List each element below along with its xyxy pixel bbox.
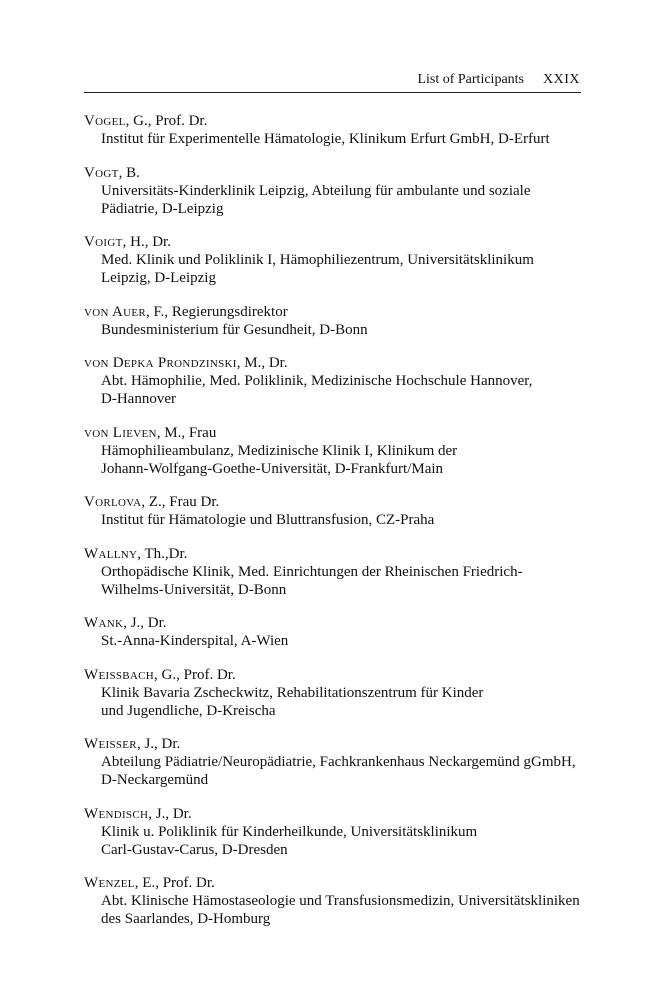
participant-entry xyxy=(84,735,604,789)
participant-surname: Weisser xyxy=(84,736,137,752)
participant-affiliation-line: Abt. Klinische Hämostaseologie und Transfusionsmedizin, Universitätskliniken xyxy=(101,893,580,909)
participant-affiliation-line: Wilhelms-Universität, D-Bonn xyxy=(101,581,287,598)
participant-initials-title: , J., Dr. xyxy=(136,736,181,752)
participant-affiliation-line: Klinik Bavaria Zscheckwitz, Rehabilitationszentrum für Kinder xyxy=(101,684,484,701)
participant-name xyxy=(84,805,604,823)
participant-affiliation-line: Hämophilieambulanz, Medizinische Klinik I, Klinikum der xyxy=(101,442,458,459)
participant-affiliation-line: des Saarlandes, D-Homburg xyxy=(101,911,271,927)
participant-entry xyxy=(84,303,604,339)
page-number: XXIX xyxy=(543,72,580,87)
participant-affiliation-line: Pädiatrie, D-Leipzig xyxy=(101,200,224,217)
participant-name xyxy=(84,303,604,321)
participant-affiliation-line: Institut für Experimentelle Hämatologie, Klinikum Erfurt GmbH, D-Erfurt xyxy=(101,131,550,147)
participant-affiliation-line: Klinik u. Poliklinik für Kinderheilkunde, Universitätsklinikum xyxy=(101,823,478,840)
participant-surname: von Lieven xyxy=(84,424,157,441)
participant-name xyxy=(84,164,604,182)
participant-surname: Vorlova xyxy=(84,494,142,510)
participant-surname: Vogt xyxy=(84,164,119,181)
running-header xyxy=(84,70,581,93)
participant-surname: von Auer xyxy=(84,303,146,320)
participant-name xyxy=(84,354,604,372)
participant-initials-title: , J., Dr. xyxy=(123,615,167,631)
participant-initials-title: , M., Frau xyxy=(156,424,217,441)
participant-affiliation-line: Universitäts-Kinderklinik Leipzig, Abteilung für ambulante und soziale xyxy=(101,182,531,199)
participant-entry xyxy=(84,112,604,148)
participant-surname: Wenzel xyxy=(84,875,135,891)
participant-entry xyxy=(84,493,604,529)
participant-entry xyxy=(84,354,604,408)
participant-name xyxy=(84,545,604,563)
participant-entry xyxy=(84,424,604,478)
participant-entry xyxy=(84,164,604,218)
participant-name xyxy=(84,666,604,684)
participant-list xyxy=(84,112,604,944)
participant-initials-title: , M., Dr. xyxy=(236,355,288,371)
participant-surname: Wallny xyxy=(84,545,138,562)
participant-affiliation-line: Abteilung Pädiatrie/Neuropädiatrie, Fachkrankenhaus Neckargemünd gGmbH, xyxy=(101,754,576,770)
participant-affiliation-line: Abt. Hämophilie, Med. Poliklinik, Medizinische Hochschule Hannover, xyxy=(101,373,533,389)
participant-initials-title: , G., Prof. Dr. xyxy=(154,666,236,683)
participant-name xyxy=(84,874,604,892)
participant-initials-title: , H., Dr. xyxy=(122,234,171,250)
participant-affiliation-line: Johann-Wolfgang-Goethe-Universität, D-Frankfurt/Main xyxy=(101,460,444,477)
participant-initials-title: , Z., Frau Dr. xyxy=(141,494,220,510)
participant-surname: von Depka Prondzinski xyxy=(84,355,237,371)
participant-entry xyxy=(84,545,604,599)
participant-affiliation-line: Carl-Gustav-Carus, D-Dresden xyxy=(101,841,288,858)
participant-entry xyxy=(84,614,604,650)
participant-name xyxy=(84,233,604,251)
participant-surname: Wendisch xyxy=(84,805,149,822)
participant-entry xyxy=(84,805,604,859)
participant-affiliation-line: Institut für Hämatologie und Bluttransfusion, CZ-Praha xyxy=(101,512,435,528)
participant-surname: Vogel xyxy=(84,113,126,129)
participant-initials-title: , Th.,Dr. xyxy=(137,545,188,562)
participant-surname: Wank xyxy=(84,615,124,631)
participant-initials-title: , F., Regierungsdirektor xyxy=(146,303,288,320)
participant-initials-title: , J., Dr. xyxy=(148,805,192,822)
participant-entry xyxy=(84,233,604,287)
participant-name xyxy=(84,614,604,632)
participant-affiliation-line: D-Neckargemünd xyxy=(101,772,209,788)
participant-name xyxy=(84,424,604,442)
participant-entry xyxy=(84,874,604,928)
participant-affiliation-line: Leipzig, D-Leipzig xyxy=(101,270,216,286)
participant-name xyxy=(84,112,604,130)
participant-affiliation-line: und Jugendliche, D-Kreischa xyxy=(101,702,276,719)
participant-affiliation-line: Med. Klinik und Poliklinik I, Hämophiliezentrum, Universitätsklinikum xyxy=(101,252,534,268)
running-header-title: List of Participants xyxy=(417,72,524,87)
participant-affiliation-line: Orthopädische Klinik, Med. Einrichtungen der Rheinischen Friedrich- xyxy=(101,563,523,580)
participant-name xyxy=(84,735,604,753)
participant-surname: Voigt xyxy=(84,234,123,250)
participant-affiliation-line: D-Hannover xyxy=(101,391,176,407)
participant-initials-title: , B. xyxy=(118,164,140,181)
participant-initials-title: , G., Prof. Dr. xyxy=(125,113,208,129)
participant-affiliation-line: St.-Anna-Kinderspital, A-Wien xyxy=(101,633,289,649)
participant-affiliation-line: Bundesministerium für Gesundheit, D-Bonn xyxy=(101,321,368,338)
participant-surname: Weissbach xyxy=(84,666,155,683)
participant-entry xyxy=(84,666,604,720)
participant-initials-title: , E., Prof. Dr. xyxy=(134,875,215,891)
participant-name xyxy=(84,493,604,511)
